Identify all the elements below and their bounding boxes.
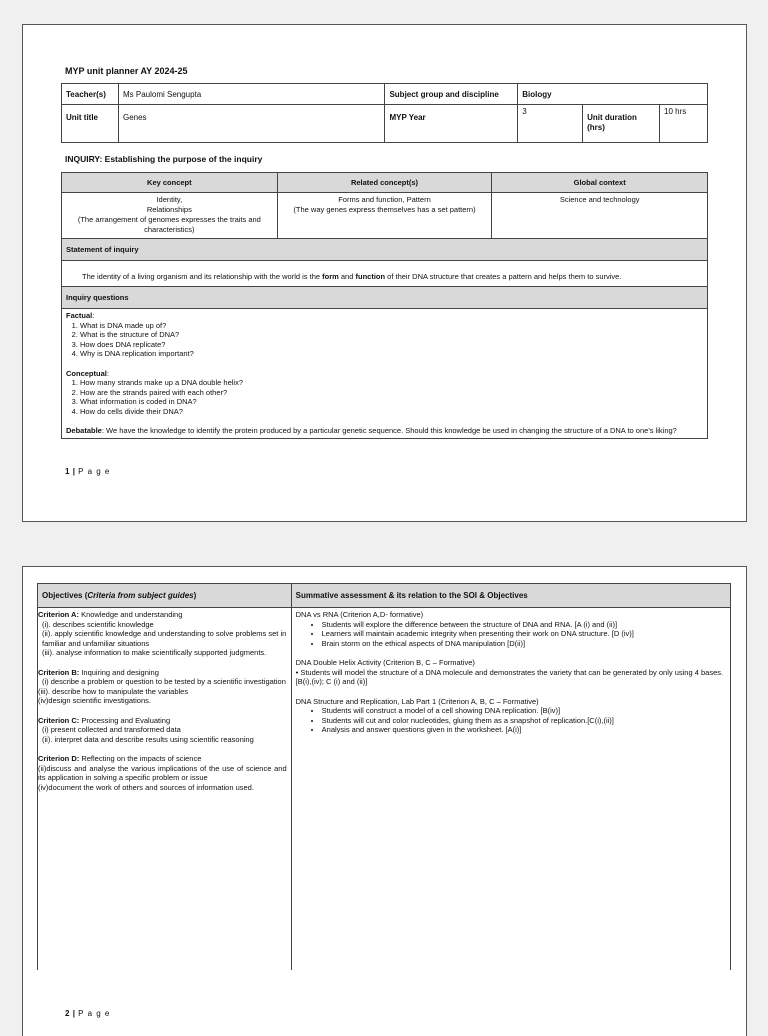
planner-title: MYP unit planner AY 2024-25 (65, 66, 188, 76)
conceptual-question: 2. How are the strands paired with each other? (80, 388, 703, 398)
concepts-table (61, 172, 708, 439)
related-concepts-cell (277, 193, 492, 239)
factual-list (66, 321, 703, 359)
page-footer-2: 2 | P a g e (65, 1009, 111, 1018)
criterion-a-label: Criterion A: (38, 610, 79, 619)
criterion-c-item: (i) present collected and transformed data (42, 725, 181, 734)
objectives-header (38, 584, 292, 608)
criterion-d-title: Reflecting on the impacts of science (79, 754, 202, 763)
criterion-c-title: Processing and Evaluating (79, 715, 171, 725)
criterion-a-title: Knowledge and understanding (78, 610, 183, 619)
conceptual-question: 4. How do cells divide their DNA? (80, 407, 703, 417)
objectives-cell (38, 608, 292, 970)
factual-question: 3. How does DNA replicate? (80, 340, 703, 350)
criterion-d-label: Criterion D: (38, 754, 80, 763)
key-concept-header: Key concept (62, 173, 278, 193)
task-3-item: • Students will cut and color nucleotides, gluing them as a snapshot of replication.[C(i),(ii)] (322, 716, 726, 726)
teacher-label: Teacher(s) (62, 84, 119, 105)
teacher-value: Ms Paulomi Sengupta (118, 84, 384, 105)
criterion-a-item: (i). describes scientific knowledge (42, 619, 154, 629)
unit-duration-label: Unit duration (hrs) (583, 105, 660, 143)
criterion-d-item: (ii)discuss and analyse the various implications of the use of science and its application in solving a specific problem or issue (38, 763, 287, 782)
global-context-value: Science and technology (492, 193, 708, 239)
soi-text-pre: The identity of a living organism and its relationship with the world is the (82, 272, 323, 281)
inquiry-questions-header: Inquiry questions (62, 287, 708, 309)
related-concepts-line-2: (The way genes express themselves has a set pattern) (293, 205, 476, 214)
criterion-c-item: (ii). interpret data and describe results using scientific reasoning (42, 734, 254, 744)
factual-question: 1. What is DNA made up of? (80, 321, 703, 331)
objectives-header-text: Objectives ( (42, 590, 88, 600)
soi-form: form (322, 272, 339, 281)
page-word: P a g e (78, 467, 111, 476)
unit-title-label: Unit title (62, 105, 119, 143)
task-1-item: • Brain storm on the ethical aspects of DNA manipulation [D(ii)] (322, 639, 726, 649)
related-concepts-header: Related concept(s) (277, 173, 492, 193)
task-1-title: DNA vs RNA (Criterion A,D- formative) (295, 610, 424, 619)
inquiry-questions-cell: Factual: 1. What is DNA made up of? 2. What is the structure of DNA? 3. How does DNA replicate? 4. Why is DNA replication important? Conceptual: 1. How many strands make up a DNA double helix? 2. How are the strands paired with each other? 3. What information is coded in DNA? 4. How do cells divide their DNA? Debatable: We have the knowledge to identify the protein produced by a particular genetic sequence. Should this knowledge be used in changing the structure of a DNA to one's liking? (62, 309, 708, 439)
task-2-title: DNA Double Helix Activity (Criterion B, C – Formative) (295, 658, 475, 667)
soi-and: and (338, 272, 356, 281)
task-1-list (296, 620, 726, 649)
factual-label: Factual (66, 311, 93, 320)
criterion-b-label: Criterion B: (38, 667, 80, 677)
key-concept-line-3: (The arrangement of genomes expresses the traits and characteristics) (77, 215, 261, 234)
conceptual-question: 1. How many strands make up a DNA double helix? (80, 378, 703, 388)
criterion-b-item: (i) describe a problem or question to be tested by a scientific investigation (42, 677, 286, 686)
criterion-a-item: (iii). analyse information to make scientifically supported judgments. (42, 648, 267, 657)
criterion-a-item: (ii). apply scientific knowledge and understanding to solve problems set in familiar and unfamiliar situations (42, 629, 287, 648)
criterion-c-label: Criterion C: (38, 715, 80, 725)
myp-year-label: MYP Year (385, 105, 518, 143)
soi-header: Statement of inquiry (62, 239, 708, 261)
summative-cell (291, 608, 730, 970)
unit-info-table (61, 83, 708, 143)
task-3-item: • Students will construct a model of a cell showing DNA replication. [B(iv)] (322, 706, 726, 716)
objectives-header-italic: Criteria from subject guides (87, 590, 194, 600)
key-concept-cell (62, 193, 278, 239)
conceptual-list (66, 378, 703, 416)
debatable-question (66, 426, 703, 436)
global-context-header: Global context (492, 173, 708, 193)
criterion-b-item: (iv)design scientific investigations. (38, 696, 151, 705)
task-3-list (296, 706, 726, 735)
page-number: 1 (65, 467, 70, 476)
unit-title-value: Genes (118, 105, 384, 143)
page-1 (22, 24, 747, 522)
factual-question: 2. What is the structure of DNA? (80, 330, 703, 340)
key-concept-line-2: Relationships (146, 205, 192, 214)
subject-value: Biology (518, 84, 708, 105)
key-concept-line-1: Identity, (156, 195, 183, 204)
summative-header: Summative assessment & its relation to the SOI & Objectives (291, 584, 730, 608)
conceptual-question: 3. What information is coded in DNA? (80, 397, 703, 407)
related-concepts-line-1: Forms and function, Pattern (338, 195, 431, 204)
criterion-b-item: (iii). describe how to manipulate the variables (38, 686, 189, 696)
myp-year-value: 3 (518, 105, 583, 143)
task-3-item: • Analysis and answer questions given in the worksheet. [A(i)] (322, 725, 726, 735)
conceptual-label: Conceptual (66, 368, 107, 378)
page-number: 2 (65, 1009, 70, 1018)
task-3-title: DNA Structure and Replication, Lab Part 1 (Criterion A, B, C – Formative) (295, 696, 539, 706)
criterion-b-title: Inquiring and designing (79, 667, 159, 677)
soi-text (62, 261, 708, 287)
task-2-text: • Students will model the structure of a DNA molecule and demonstrates the variety that can be generated by only using 4 bases.[B(i),(iv); C (i) and (ii)] (295, 667, 724, 686)
objectives-header-end: ) (193, 590, 197, 600)
soi-function: function (355, 272, 386, 281)
task-1-item: • Learners will maintain academic integrity when presenting their work on DNA structure. [D (iv)] (322, 629, 726, 639)
subject-label: Subject group and discipline (385, 84, 518, 105)
page-footer-1: 1 | P a g e (65, 467, 111, 476)
page-2 (22, 566, 747, 1036)
debatable-label: Debatable (66, 426, 102, 435)
criterion-d-item: (iv)document the work of others and sources of information used. (38, 782, 254, 792)
objectives-table (37, 583, 731, 970)
soi-text-post: of their DNA structure that creates a pattern and helps them to survive. (385, 272, 622, 281)
inquiry-heading: INQUIRY: Establishing the purpose of the inquiry (65, 154, 263, 164)
task-1-item: • Students will explore the difference between the structure of DNA and RNA. [A (i) and (ii)] (322, 620, 726, 630)
unit-duration-value: 10 hrs (660, 105, 708, 143)
debatable-text: : We have the knowledge to identify the protein produced by a particular genetic sequence. Should this knowledge be used in changing the structure of a DNA to one's liking? (101, 426, 677, 435)
page-word: P a g e (78, 1009, 111, 1018)
factual-question: 4. Why is DNA replication important? (80, 349, 703, 359)
